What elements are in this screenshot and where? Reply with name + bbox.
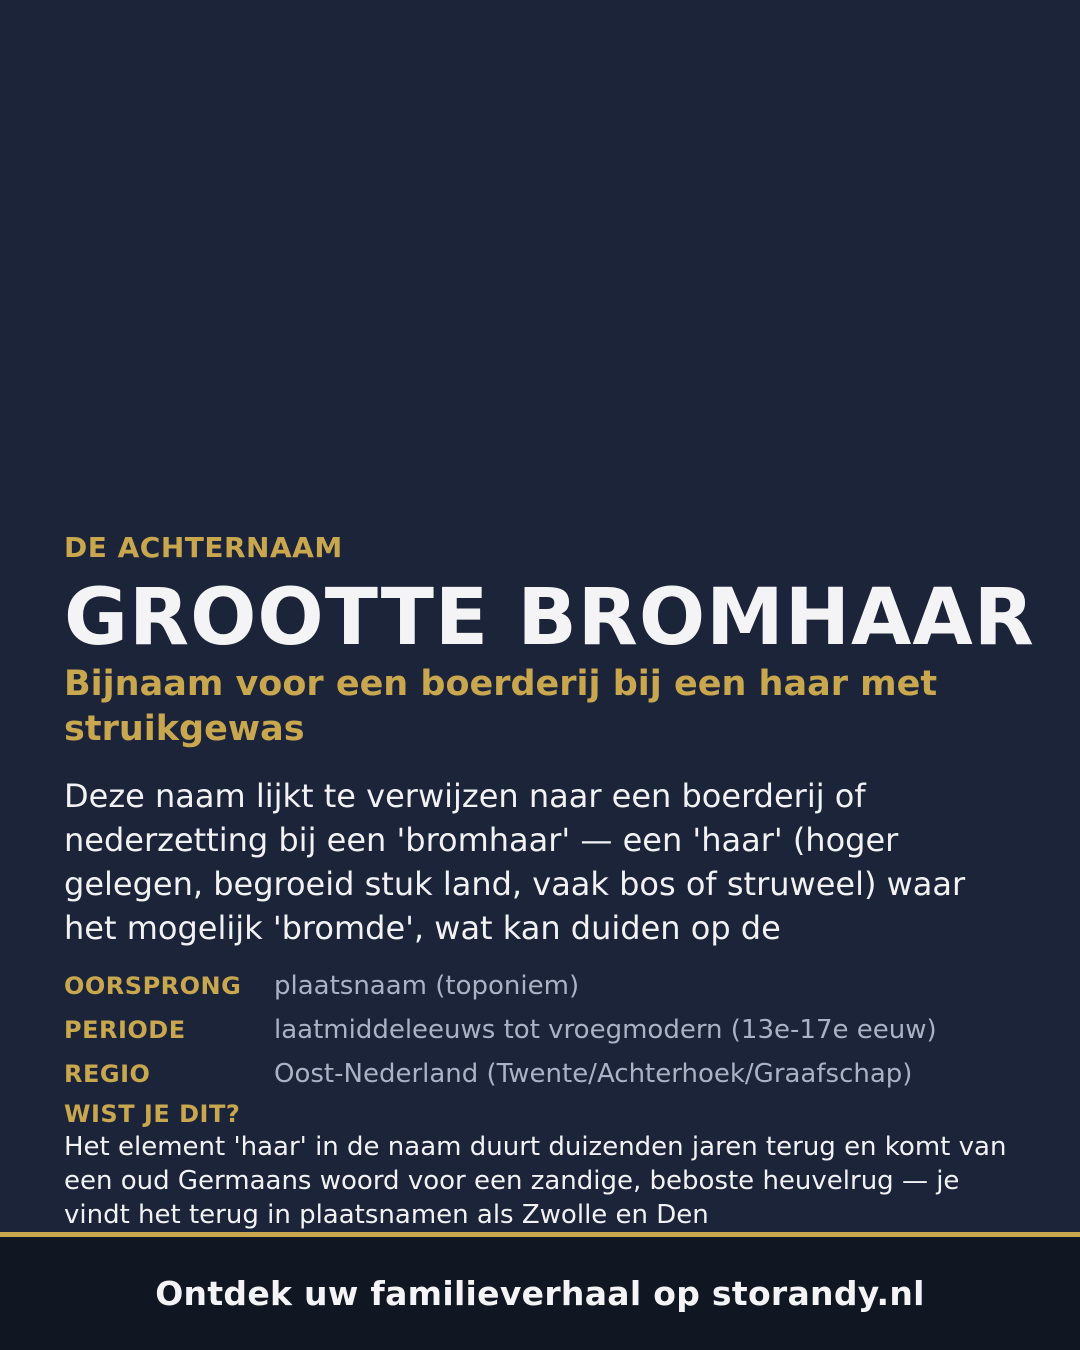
fact-value-period: laatmiddeleeuws tot vroegmodern (13e-17e eeuw) [274,1015,937,1045]
fact-value-origin: plaatsnaam (toponiem) [274,971,580,1001]
fact-label-region: REGIO [64,1060,151,1088]
surname-card [64,530,1035,1232]
surname-title: GROOTTE BROMHAAR [64,573,1035,663]
fact-label-period: PERIODE [64,1016,186,1044]
fact-row-origin [64,968,1024,1012]
fact-value-region: Oost-Nederland (Twente/Achterhoek/Graafschap) [274,1059,913,1089]
footer-banner [0,1237,1080,1350]
trivia-text: Het element 'haar' in de naam duurt duizenden jaren terug en komt van een oud Germaans woord voor een zandige, beboste heuvelrug — je vindt het terug in plaatsnamen als Zwolle en Den [64,1132,1007,1230]
fact-row-region [64,1056,1024,1100]
footer-cta: Ontdek uw familieverhaal op storandy.nl [155,1274,925,1313]
surname-subtitle: Bijnaam voor een boerderij bij een haar met struikgewas [64,664,938,749]
facts-list [64,968,1024,1100]
surname-description: Deze naam lijkt te verwijzen naar een boerderij of nederzetting bij een 'bromhaar' — een 'haar' (hoger gelegen, begroeid stuk land, vaak bos of struweel) waar het mogelijk 'bromde', wat kan duiden op de [64,777,966,947]
trivia-label: WIST JE DIT? [64,1100,241,1128]
fact-row-period [64,1012,1024,1056]
fact-label-origin: OORSPRONG [64,972,242,1000]
eyebrow-label: DE ACHTERNAAM [64,531,343,564]
